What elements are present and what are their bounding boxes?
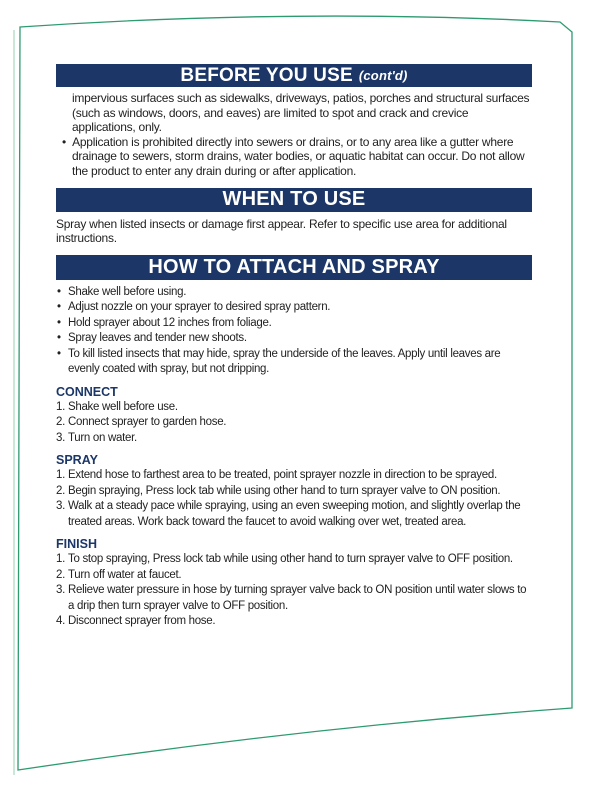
- list-item: • Spray leaves and tender new shoots.: [57, 332, 247, 345]
- how-to-attach-section: [56, 285, 532, 630]
- list-item: 2. Turn off water at faucet.: [56, 568, 182, 581]
- before-you-use-section: [56, 91, 532, 179]
- before-continued-text: impervious surfaces such as sidewalks, driveways, patios, porches and structural surfaces (such as windows, doors, and eaves) are limited to spot and crack and crevice applications, only.: [72, 91, 530, 135]
- list-item: 1. Extend hose to farthest area to be treated, point sprayer nozzle in direction to be sprayed.: [56, 469, 497, 482]
- list-item: • Shake well before using.: [57, 285, 187, 298]
- finish-heading: FINISH: [56, 537, 97, 552]
- list-item: 1. To stop spraying, Press lock tab while using other hand to turn sprayer valve to OFF position.: [56, 553, 513, 566]
- list-item: 4. Disconnect sprayer from hose.: [56, 615, 216, 628]
- list-item: 2. Connect sprayer to garden hose.: [56, 416, 227, 429]
- before-title-suffix: (cont'd): [358, 68, 408, 83]
- before-bullet-text: Application is prohibited directly into sewers or drains, or to any area like a gutter where drainage to sewers, storm drains, water bodies, or aquatic habitat can occur. Do not allow the product to enter any drain during or after application.: [72, 134, 525, 178]
- when-title: WHEN TO USE: [222, 188, 366, 211]
- before-title: BEFORE YOU USE: [180, 64, 353, 86]
- when-text: Spray when listed insects or damage first appear. Refer to specific use area for additional instructions.: [56, 216, 507, 246]
- list-item: • To kill listed insects that may hide, spray the underside of the leaves. Apply until leaves are evenly coated with spray, but not dripping.: [57, 347, 501, 376]
- how-to-attach-header: [56, 255, 532, 280]
- finish-steps: [56, 552, 532, 630]
- list-item: 2. Begin spraying, Press lock tab while using other hand to turn sprayer valve to ON position.: [56, 484, 501, 497]
- list-item: • Hold sprayer about 12 inches from foliage.: [57, 316, 272, 329]
- how-title: HOW TO ATTACH AND SPRAY: [148, 255, 440, 278]
- connect-steps: [56, 400, 532, 447]
- how-bullet-list: [56, 285, 532, 378]
- spray-heading: SPRAY: [56, 453, 98, 468]
- list-item: 3. Turn on water.: [56, 431, 137, 444]
- label-content: [56, 64, 532, 630]
- when-to-use-section: [56, 217, 532, 246]
- spray-steps: [56, 468, 532, 530]
- list-item: 3. Relieve water pressure in hose by turning sprayer valve back to ON position until water slows to a drip then turn sprayer valve to OFF position.: [56, 584, 527, 612]
- before-bullet: • Application is prohibited directly into sewers or drains, or to any area like a gutter where drainage to sewers, storm drains, water bodies, or aquatic habitat can occur. Do not allow the product to enter any drain during or after application.: [62, 134, 525, 178]
- when-to-use-header: [56, 188, 532, 212]
- list-item: 1. Shake well before use.: [56, 400, 178, 413]
- before-you-use-header: [56, 64, 532, 87]
- connect-heading: CONNECT: [56, 384, 118, 399]
- list-item: • Adjust nozzle on your sprayer to desired spray pattern.: [57, 301, 331, 314]
- list-item: 3. Walk at a steady pace while spraying, using an even sweeping motion, and slightly overlap the treated areas. Work back toward the faucet to avoid walking over wet, treated area.: [56, 500, 521, 528]
